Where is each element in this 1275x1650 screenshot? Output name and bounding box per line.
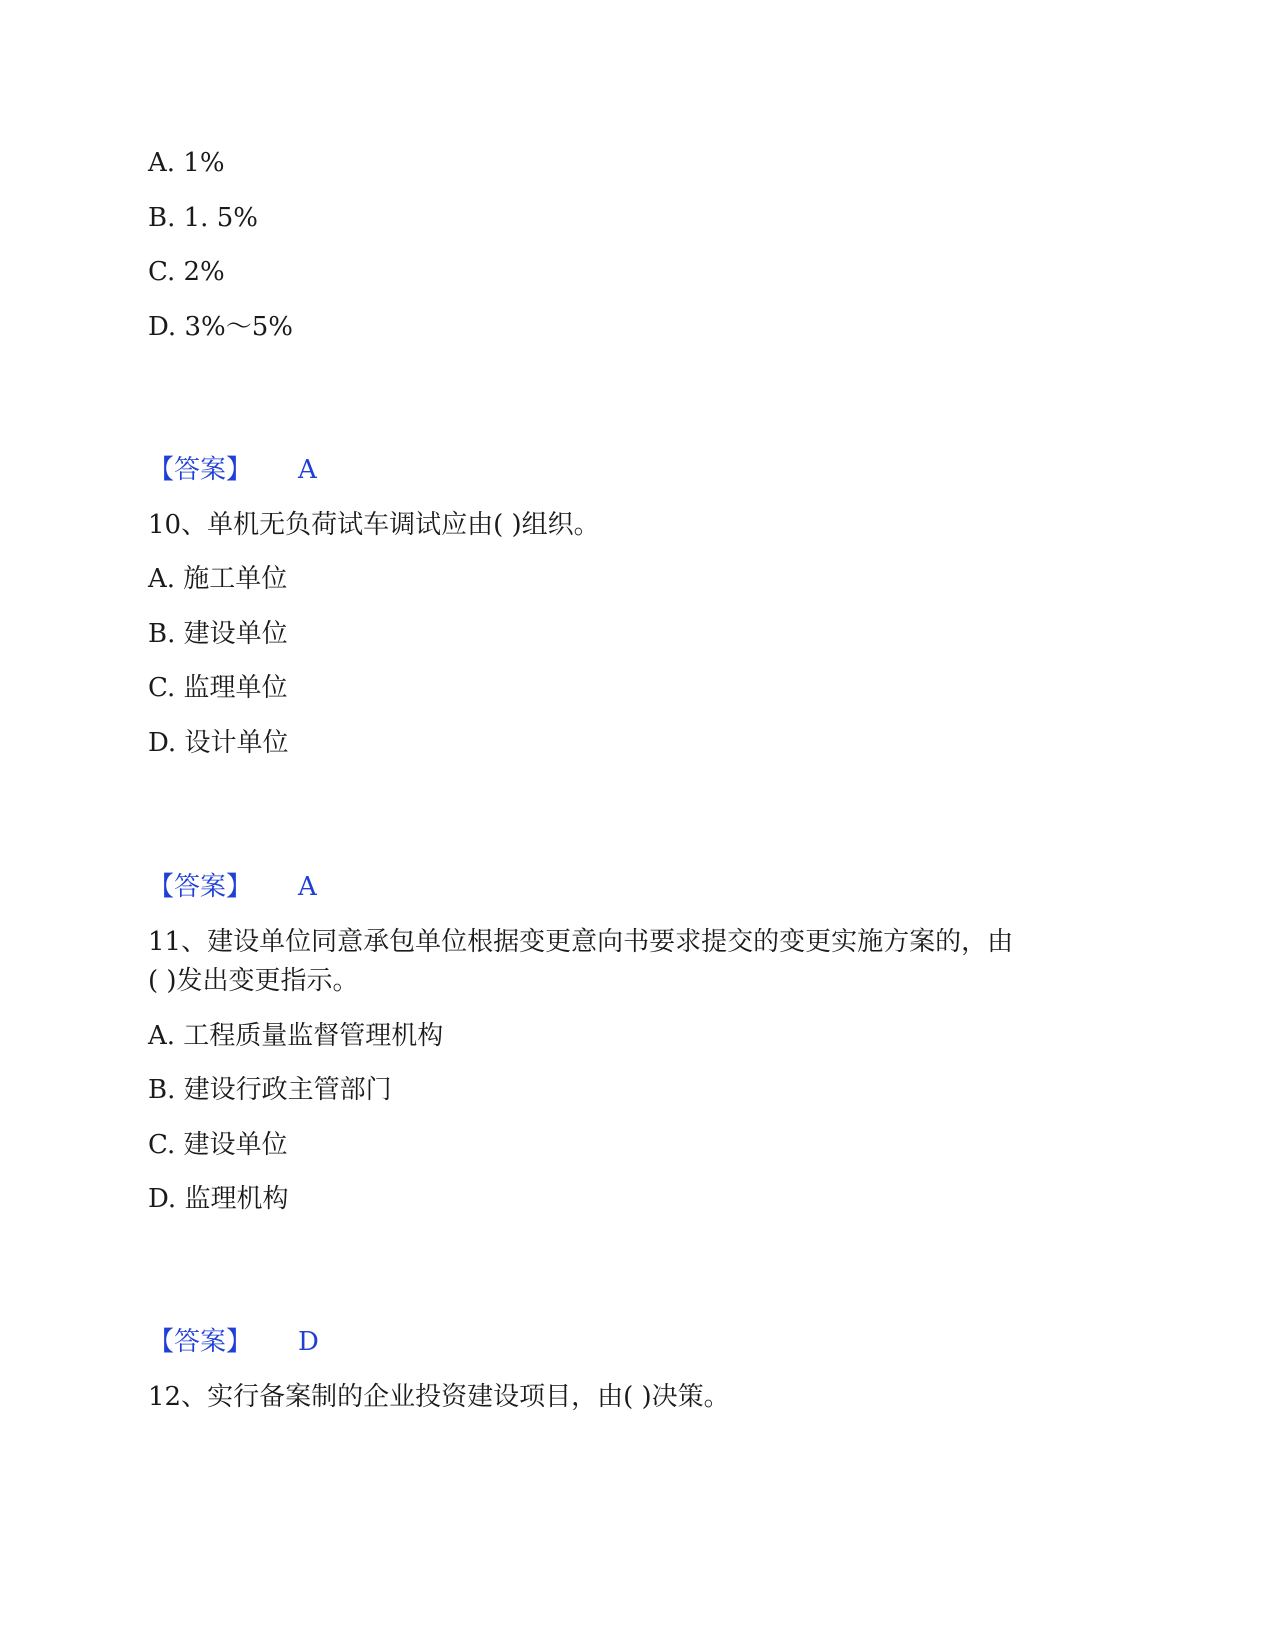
answer-label: 【答案】 — [148, 1327, 253, 1357]
answer-label: 【答案】 — [148, 872, 253, 902]
q9-option-d: D. 3%～5% — [148, 312, 293, 342]
answer-value: D — [298, 1327, 319, 1357]
q12-question: 12、实行备案制的企业投资建设项目，由( )决策。 — [148, 1382, 730, 1412]
q11-question-line1: 11、建设单位同意承包单位根据变更意向书要求提交的变更实施方案的，由 — [148, 927, 1014, 957]
q9-option-b: B. 1. 5% — [148, 203, 258, 233]
answer-label: 【答案】 — [148, 455, 253, 485]
q11-option-b: B. 建设行政主管部门 — [148, 1075, 392, 1105]
q10-question: 10、单机无负荷试车调试应由( )组织。 — [148, 510, 600, 540]
q11-option-d: D. 监理机构 — [148, 1184, 289, 1214]
answer-value: A — [298, 872, 317, 902]
q10-answer — [148, 871, 317, 903]
q9-option-c: C. 2% — [148, 257, 225, 287]
q11-question-line2: ( )发出变更指示。 — [148, 966, 359, 996]
q11-option-c: C. 建设单位 — [148, 1130, 288, 1160]
q10-option-b: B. 建设单位 — [148, 619, 288, 649]
q11-answer — [148, 1326, 319, 1358]
q11-option-a: A. 工程质量监督管理机构 — [148, 1021, 444, 1051]
q10-option-d: D. 设计单位 — [148, 728, 289, 758]
q9-option-a: A. 1% — [148, 148, 225, 178]
q10-option-a: A. 施工单位 — [148, 564, 288, 594]
q10-option-c: C. 监理单位 — [148, 673, 288, 703]
q9-answer — [148, 454, 317, 486]
answer-value: A — [298, 455, 317, 485]
